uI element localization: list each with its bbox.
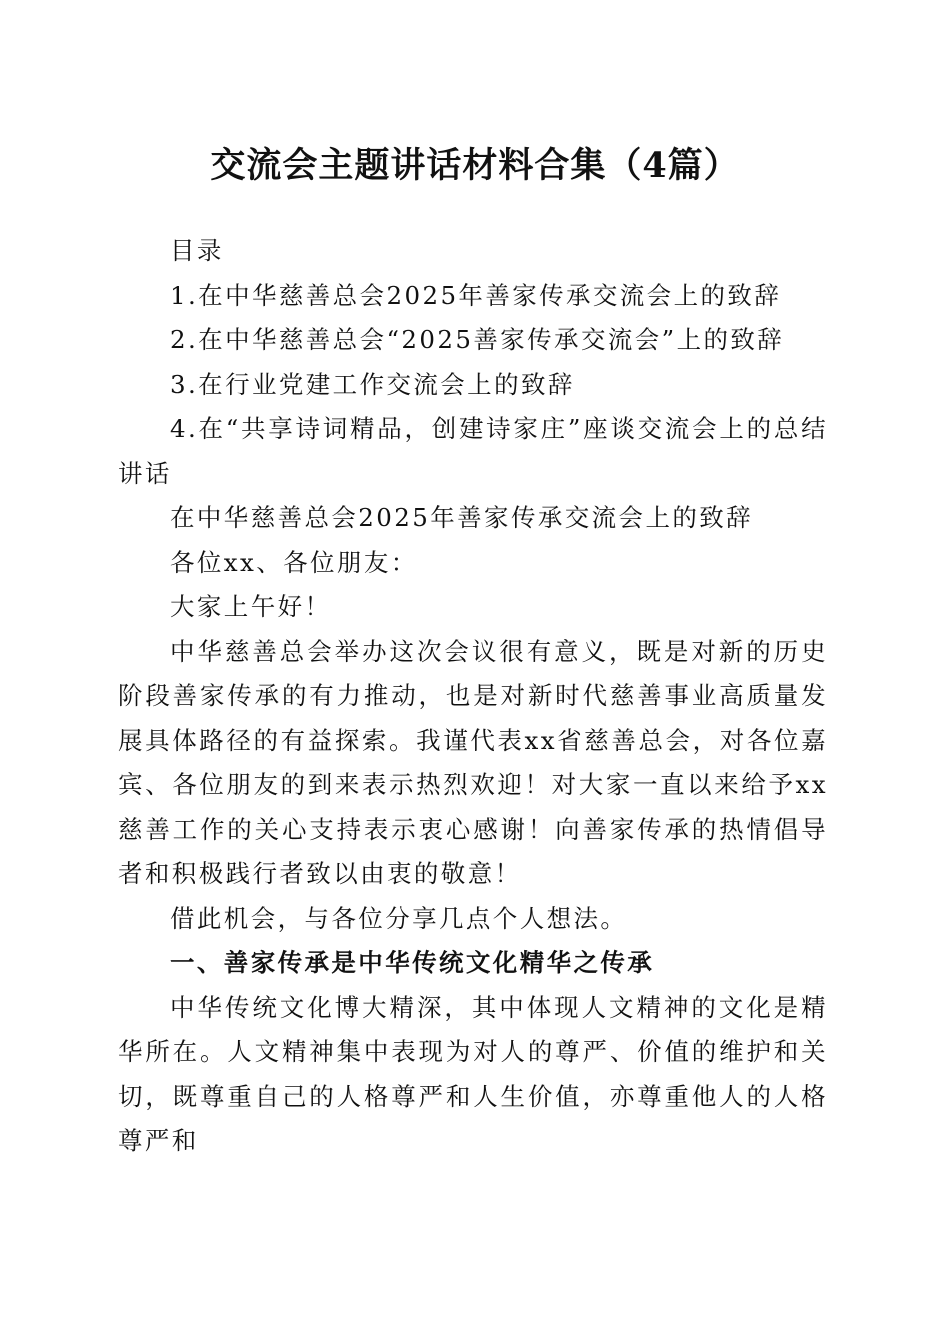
salutation: 各位xx、各位朋友： bbox=[170, 547, 418, 577]
toc-label: 目录 bbox=[170, 236, 224, 265]
document-title: 交流会主题讲话材料合集（4篇） bbox=[210, 145, 740, 186]
toc-item: 3.在行业党建工作交流会上的致辞 bbox=[170, 369, 575, 399]
toc-item: 1.在中华慈善总会2025年善家传承交流会上的致辞 bbox=[170, 280, 782, 310]
speech-title: 在中华慈善总会2025年善家传承交流会上的致辞 bbox=[170, 503, 754, 532]
section-heading: 一、善家传承是中华传统文化精华之传承 bbox=[170, 948, 655, 977]
toc-item: 2.在中华慈善总会“2025善家传承交流会”上的致辞 bbox=[170, 325, 785, 354]
body-paragraph: 中华慈善总会举办这次会议很有意义，既是对新的历史阶段善家传承的有力推动，也是对新时代慈善事业高质量发展具体路径的有益探索。我谨代表xx省慈善总会，对各位嘉宾、各位朋友的到来表示热烈欢迎！对大家一直以来给予xx慈善工作的关心支持表示衷心感谢！向善家传承的热情倡导者和积极践行者致以由衷的敬意！ bbox=[118, 636, 828, 888]
document-body bbox=[118, 229, 828, 1164]
toc-item: 4.在“共享诗词精品，创建诗家庄”座谈交流会上的总结讲话 bbox=[118, 414, 828, 488]
section-paragraph: 中华传统文化博大精深，其中体现人文精神的文化是精华所在。人文精神集中表现为对人的尊严、价值的维护和关切，既尊重自己的人格尊严和人生价值，亦尊重他人的人格尊严和 bbox=[118, 992, 828, 1155]
greeting: 大家上午好！ bbox=[170, 592, 332, 621]
body-paragraph: 借此机会，与各位分享几点个人想法。 bbox=[170, 903, 628, 933]
